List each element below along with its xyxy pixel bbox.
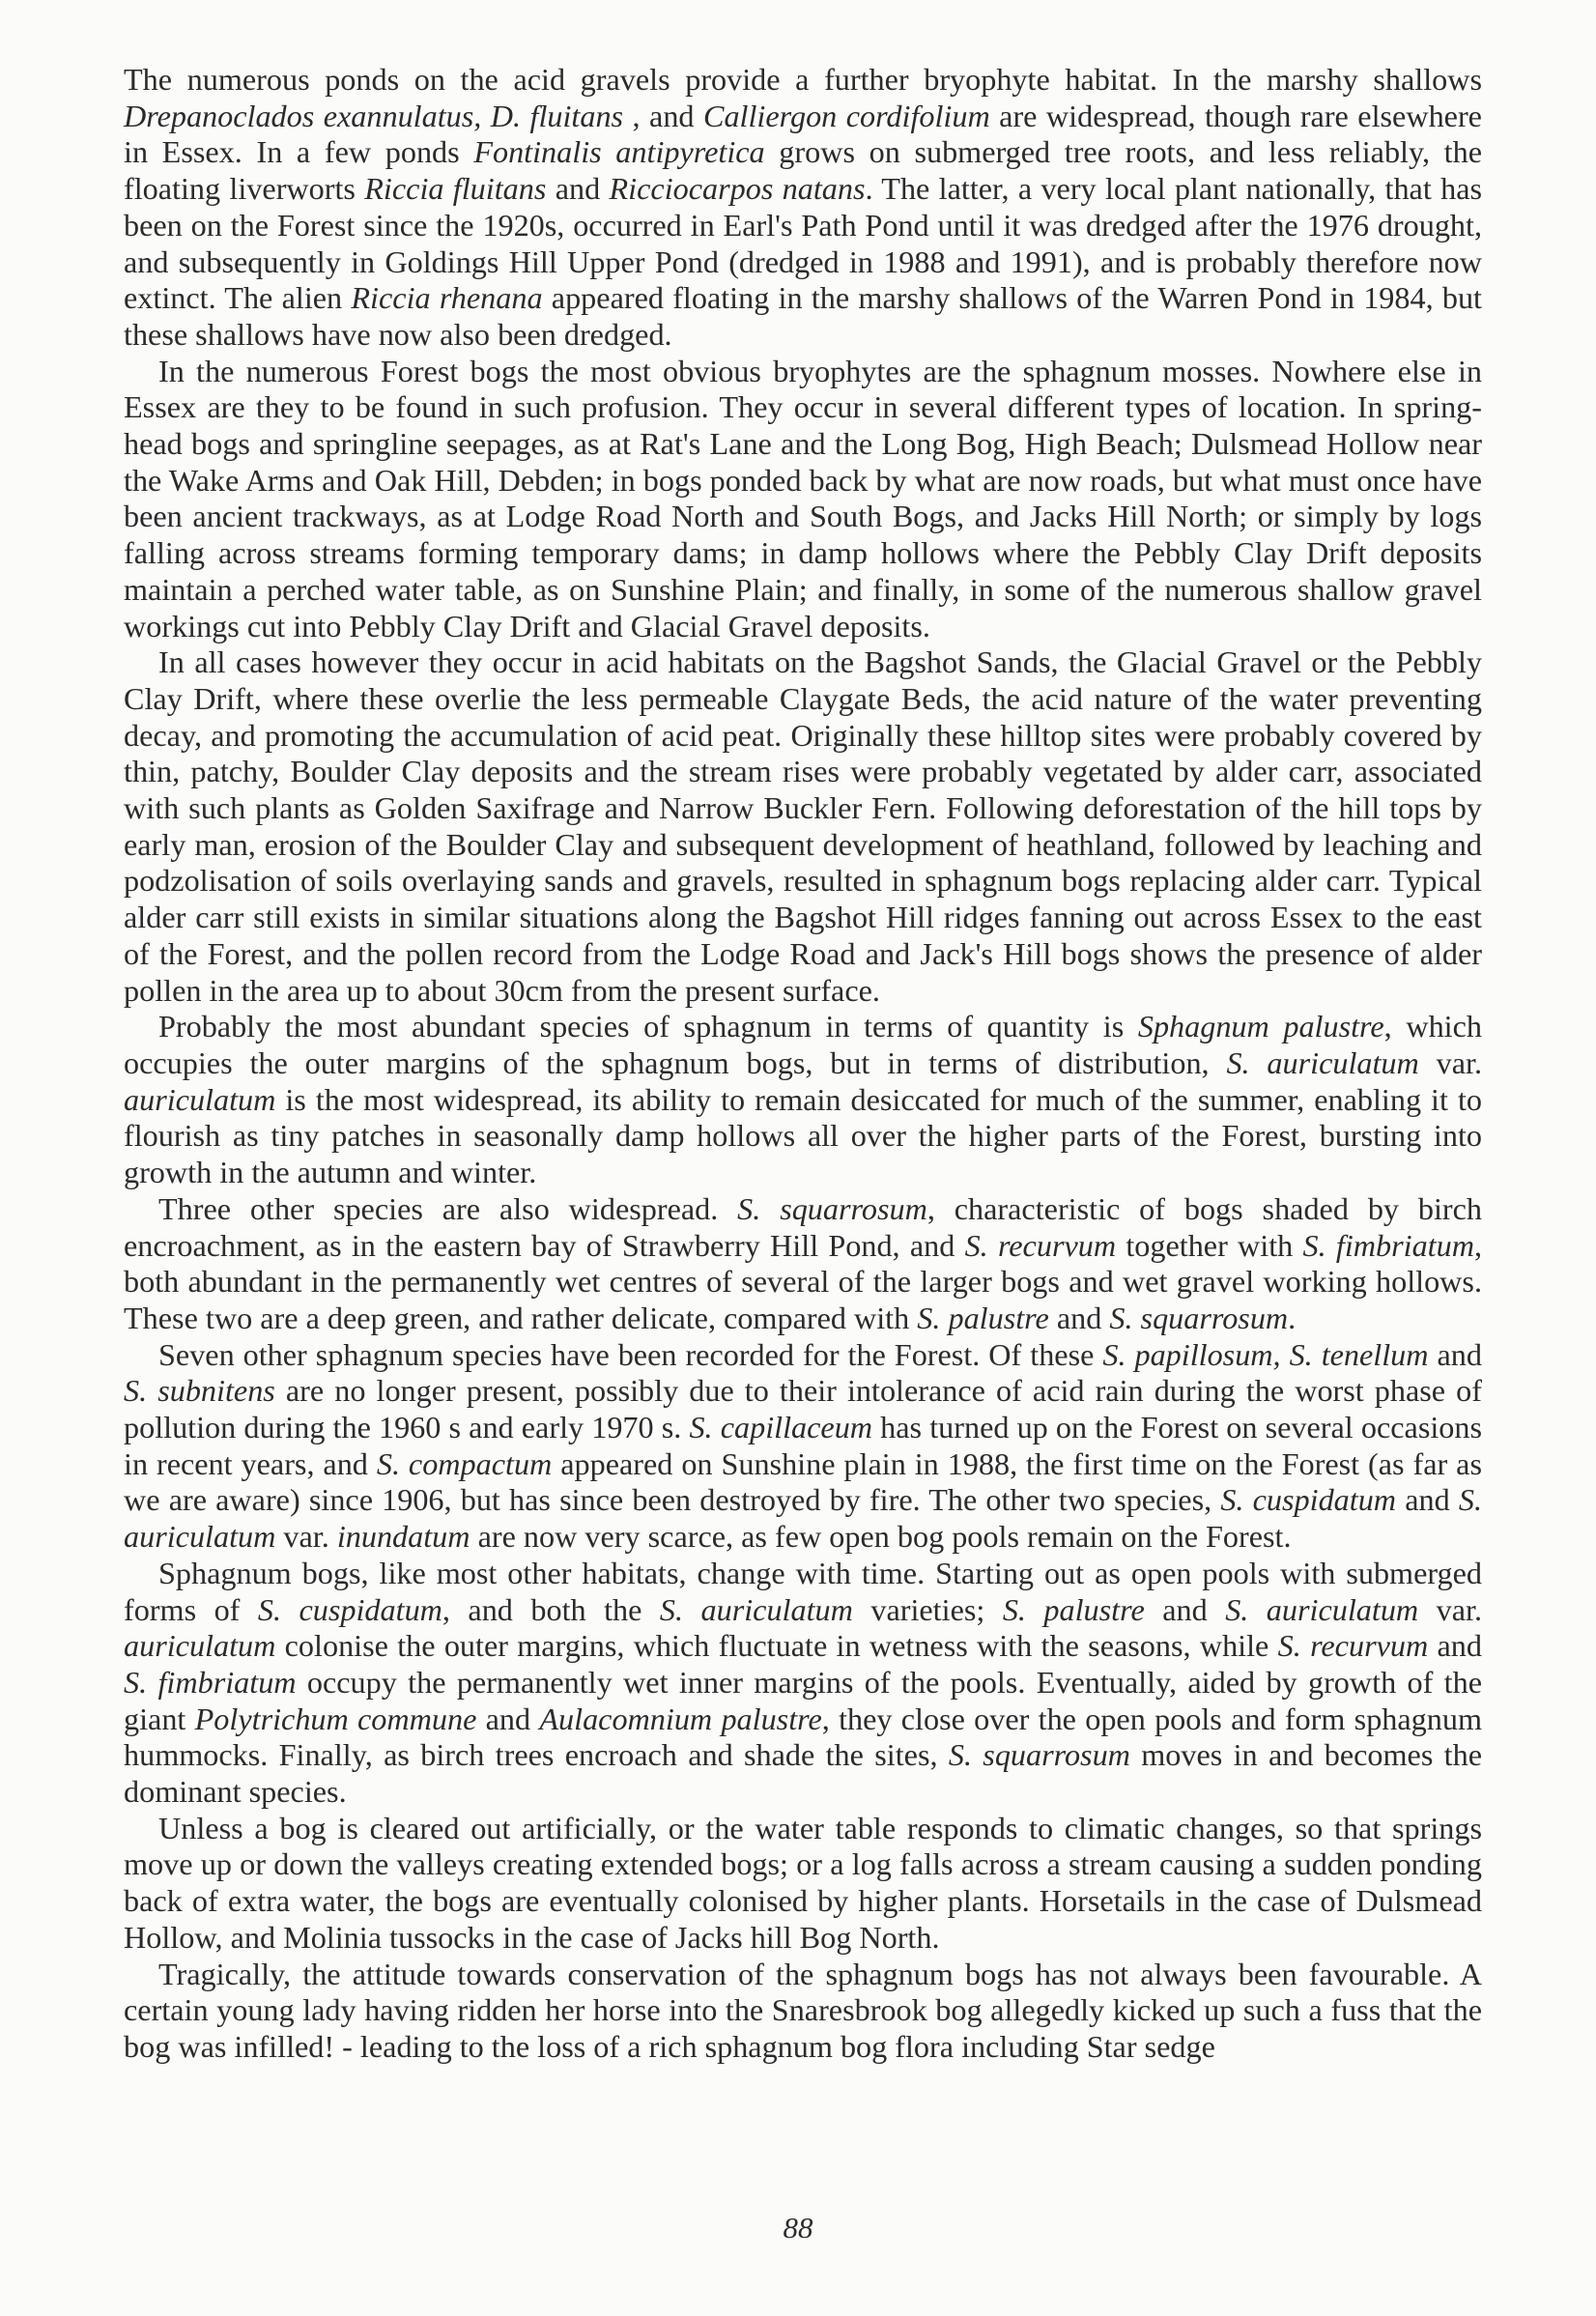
italic-species-name: S. capillaceum [689, 1410, 873, 1445]
italic-species-name: Sphagnum palustre [1137, 1009, 1384, 1044]
text-run: . The latter, a very local plant nationally, that has been on the Forest since the 1920s, occurred in Earl's Path Pond until it was dredged after the 1976 drought, and subsequently in Goldings Hill Upper Pond (dredged in 1988 and 1991), and is probably therefore now extinct. The alien [124, 171, 1483, 316]
text-run: In all cases however they occur in acid habitats on the Bagshot Sands, the Glacial Gravel or the Pebbly Clay Drift, where these overlie the less permeable Claygate Beds, the acid nature of the water preventing decay, and promoting the accumulation of acid peat. Originally these hilltop sites were probably covered by thin, patchy, Boulder Clay deposits and the stream rises were probably vegetated by alder carr, associated with such plants as Golden Saxifrage and Narrow Buckler Fern. Following deforestation of the hill tops by early man, erosion of the Boulder Clay and subsequent development of heathland, followed by leaching and podzolisation of soils overlaying sands and gravels, resulted in sphagnum bogs replacing alder carr. Typical alder carr still exists in similar situations along the Bagshot Hill ridges fanning out across Essex to the east of the Forest, and the pollen record from the Lodge Road and Jack's Hill bogs shows the presence of alder pollen in the area up to about 30cm from the present surface. [124, 644, 1482, 1008]
text-run: In the numerous Forest bogs the most obvious bryophytes are the sphagnum mosses. Nowhere else in Essex are they to be found in such profusion. They occur in several different types of location. In spring-head bogs and springline seepages, as at Rat's Lane and the Long Bog, High Beach; Dulsmead Hollow near the Wake Arms and Oak Hill, Debden; in bogs ponded back by what are now roads, but what must once have been ancient trackways, as at Lodge Road North and South Bogs, and Jacks Hill North; or simply by logs falling across streams forming temporary dams; in damp hollows where the Pebbly Clay Drift deposits maintain a perched water table, as on Sunshine Plain; and finally, in some of the numerous shallow gravel workings cut into Pebbly Clay Drift and Glacial Gravel deposits. [124, 353, 1482, 643]
text-run: and [546, 171, 610, 207]
text-run: varieties; [852, 1591, 1003, 1627]
italic-species-name: auriculatum [124, 1628, 276, 1664]
paragraph [124, 1009, 1482, 1191]
text-run: var. [275, 1519, 337, 1555]
text-run: is the most widespread, its ability to remain desiccated for much of the summer, enabling it to flourish as tiny patches in seasonally damp hollows all over the higher parts of the Forest, bursting into growth in the autumn and winter. [124, 1081, 1482, 1190]
paragraph [124, 354, 1482, 645]
text-run: and [1428, 1336, 1482, 1372]
italic-species-name: S. fimbriatum [1302, 1227, 1474, 1263]
paragraph [124, 1556, 1482, 1811]
text-run: var. [1418, 1591, 1483, 1627]
italic-species-name: S. papillosum, S. tenellum [1102, 1336, 1429, 1372]
italic-species-name: S. squarrosum [737, 1190, 927, 1226]
text-run: are widespread, though rare elsewhere in Essex. In a few ponds [124, 98, 1482, 170]
italic-species-name: Riccia fluitans [364, 171, 547, 207]
italic-species-name: S. auriculatum [659, 1591, 853, 1627]
page-number: 88 [783, 2211, 813, 2245]
text-run: appeared on Sunshine plain in 1988, the first time on the Forest (as far as we are aware) since 1906, but has since been destroyed by fire. The other two species, [124, 1445, 1482, 1518]
text-run: has turned up on the Forest on several occasions in recent years, and [124, 1410, 1483, 1481]
text-run: , characteristic of bogs shaded by birch encroachment, as in the eastern bay of Strawberry Hill Pond, and [124, 1190, 1483, 1263]
italic-species-name: auriculatum [124, 1081, 276, 1117]
text-run: and [1428, 1628, 1482, 1664]
text-run: , and [623, 98, 703, 133]
text-run: , and both the [442, 1591, 660, 1627]
italic-species-name: S. subnitens [124, 1373, 275, 1409]
text-run: Unless a bog is cleared out artificially, or the water table responds to climatic changes, so that springs move up or down the valleys creating extended bogs; or a log falls across a stream causing a sudden ponding back of extra water, the bogs are eventually colonised by higher plants. Horsetails in the case of Dulsmead Hollow, and Molinia tussocks in the case of Jacks hill Bog North. [124, 1810, 1482, 1955]
text-run: , which occupies the outer margins of the sphagnum bogs, but in terms of distribution, [124, 1009, 1482, 1080]
italic-species-name: S. squarrosum [1109, 1300, 1289, 1335]
italic-species-name: Drepanoclados exannulatus, D. fluitans [124, 98, 624, 133]
paragraph [124, 1811, 1482, 1957]
text-run: , they close over the open pools and form sphagnum hummocks. Finally, as birch trees encroach and shade the sites, [124, 1701, 1482, 1773]
text-run: appeared floating in the marshy shallows of the Warren Pond in 1984, but these shallows have now also been dredged. [124, 280, 1483, 352]
paragraph [124, 62, 1482, 354]
italic-species-name: Calliergon cordifolium [702, 98, 990, 133]
text-run: Seven other sphagnum species have been recorded for the Forest. Of these [158, 1336, 1103, 1372]
text-run: . [1288, 1300, 1297, 1335]
italic-species-name: S. auriculatum [1226, 1044, 1419, 1080]
italic-species-name: S. auriculatum [1225, 1591, 1419, 1627]
paragraph [124, 1337, 1482, 1556]
text-run: occupy the permanently wet inner margins of the pools. Eventually, aided by growth of the giant [124, 1664, 1482, 1736]
italic-species-name: inundatum [336, 1519, 470, 1555]
italic-species-name: S. auriculatum [124, 1482, 1482, 1555]
text-run: , both abundant in the permanently wet centres of several of the larger bogs and wet gravel working hollows. These two are a deep green, and rather delicate, compared with [124, 1227, 1482, 1335]
paragraph [124, 1957, 1482, 2066]
text-run: are now very scarce, as few open bog pools remain on the Forest. [470, 1519, 1292, 1555]
text-run: Three other species are also widespread. [158, 1190, 738, 1226]
page-body [124, 62, 1482, 2066]
text-run: and [1048, 1300, 1110, 1335]
italic-species-name: Fontinalis antipyretica [473, 134, 765, 170]
italic-species-name: S. cuspidatum [1220, 1482, 1397, 1518]
text-run: Tragically, the attitude towards conservation of the sphagnum bogs has not always been favourable. A certain young lady having ridden her horse into the Snaresbrook bog allegedly kicked up such a fuss that the bog was infilled! - leading to the loss of a rich sphagnum bog flora including Star sedge [124, 1956, 1482, 2064]
italic-species-name: S. palustre [1002, 1591, 1145, 1627]
paragraph [124, 644, 1482, 1009]
text-run: Sphagnum bogs, like most other habitats, change with time. Starting out as open pools with submerged forms of [124, 1555, 1482, 1627]
paragraph [124, 1191, 1482, 1337]
text-run: grows on submerged tree roots, and less reliably, the floating liverworts [124, 134, 1483, 207]
text-run: The numerous ponds on the acid gravels provide a further bryophyte habitat. In the marshy shallows [124, 62, 1482, 97]
italic-species-name: S. cuspidatum [257, 1591, 442, 1627]
text-run: Probably the most abundant species of sphagnum in terms of quantity is [158, 1009, 1138, 1044]
italic-species-name: S. palustre [917, 1300, 1049, 1335]
text-run: and [1144, 1591, 1226, 1627]
italic-species-name: Ricciocarpos natans [609, 171, 866, 207]
text-run: together with [1116, 1227, 1303, 1263]
text-run: var. [1418, 1044, 1482, 1080]
text-run: moves in and becomes the dominant species. [124, 1737, 1482, 1810]
italic-species-name: S. squarrosum [948, 1737, 1130, 1773]
italic-species-name: Aulacomnium palustre [539, 1701, 822, 1736]
italic-species-name: S. fimbriatum [124, 1664, 297, 1700]
italic-species-name: S. recurvum [1277, 1628, 1429, 1664]
text-run: and [476, 1701, 540, 1736]
italic-species-name: Riccia rhenana [351, 280, 543, 316]
italic-species-name: S. compactum [376, 1445, 553, 1481]
text-run: and [1396, 1482, 1459, 1518]
text-run: are no longer present, possibly due to their intolerance of acid rain during the worst phase of pollution during the 1960 s and early 1970 s. [124, 1373, 1482, 1445]
italic-species-name: S. recurvum [964, 1227, 1117, 1263]
italic-species-name: Polytrichum commune [194, 1701, 477, 1736]
text-run: colonise the outer margins, which fluctuate in wetness with the seasons, while [275, 1628, 1278, 1664]
